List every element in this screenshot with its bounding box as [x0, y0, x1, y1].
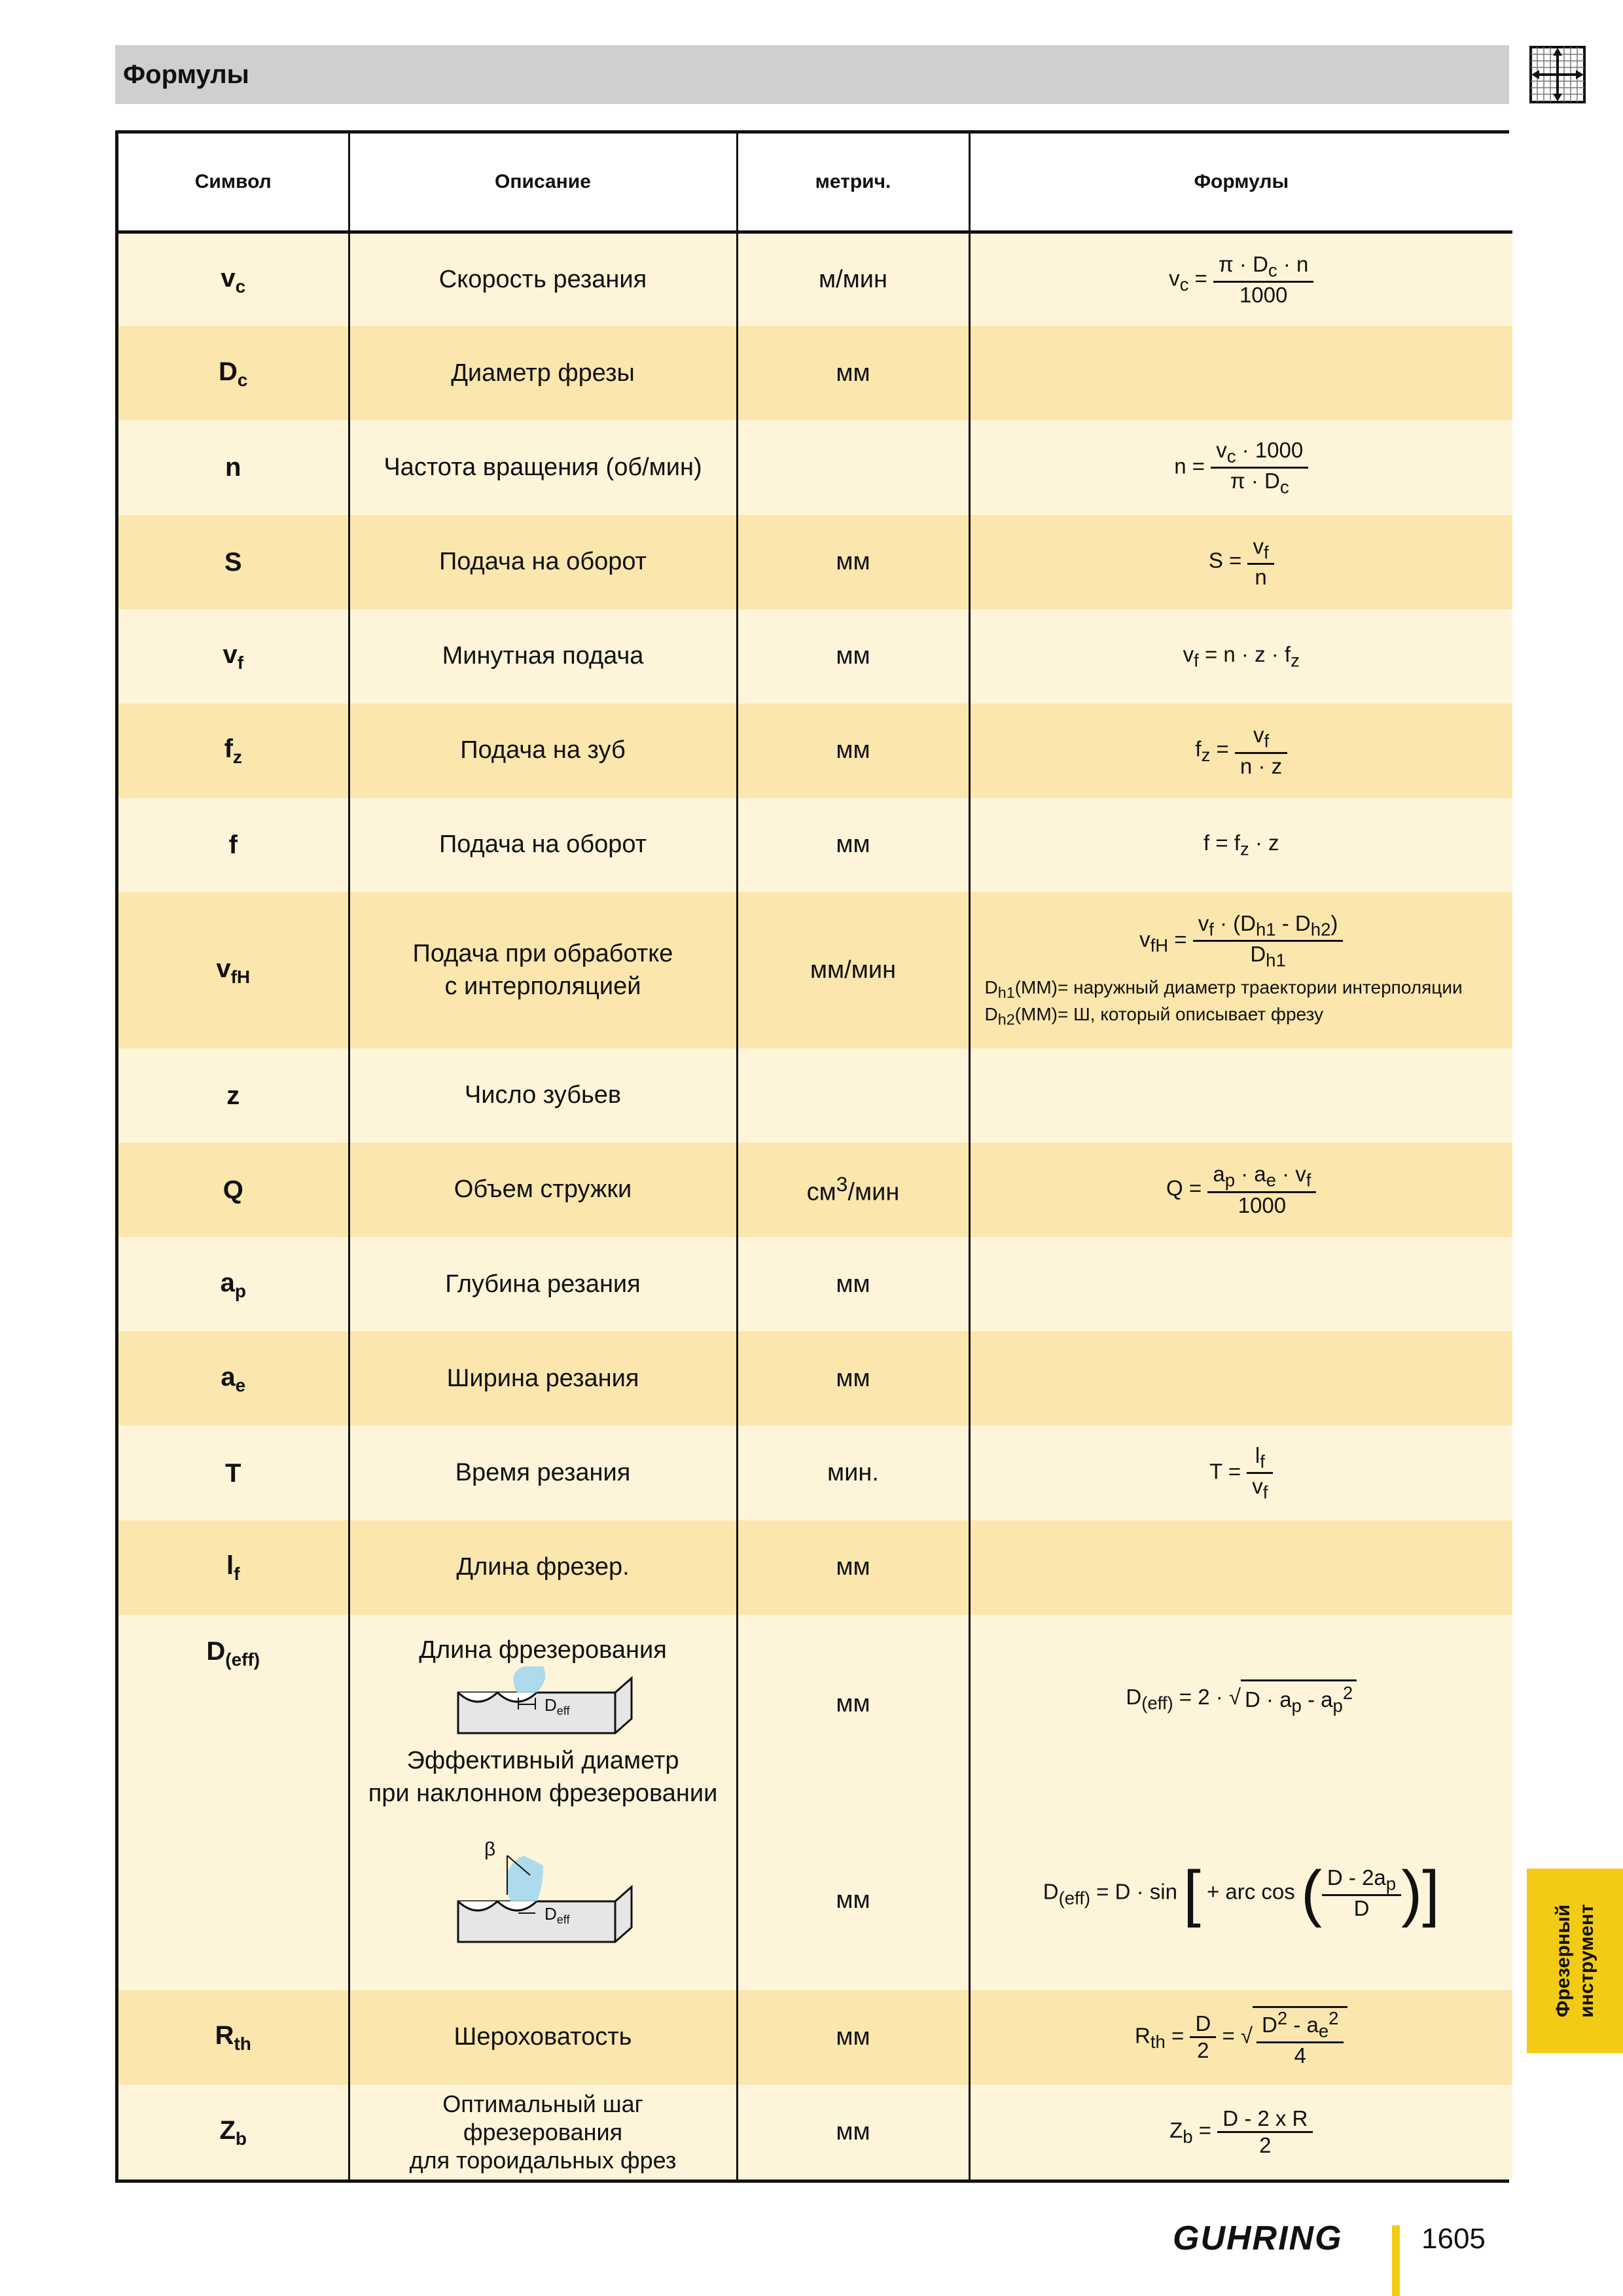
row-symbol: $a_e$	[118, 1331, 349, 1426]
table-row	[118, 326, 1512, 420]
row-symbol: $f_z$	[118, 704, 349, 798]
row-formula	[969, 326, 1512, 420]
row-formula: $D_{(eff)} = 2$ · √ $D \cdot a_p - a_p^2$ $D_{(eff)} = D \cdot \sin$ [ + arc cos ( $\frac{D - 2a_p}{D}$ )]	[969, 1615, 1512, 1990]
row-description: Подача на оборот	[349, 515, 737, 609]
table-row	[118, 704, 1512, 798]
table-row	[118, 1237, 1512, 1331]
row-description: Подача на зуб	[349, 704, 737, 798]
row-formula: n = $\frac{v_c \cdot 1000}{\pi \cdot D_c}$	[969, 420, 1512, 514]
row-unit: мм	[737, 1237, 969, 1331]
page-title-bar	[115, 45, 1509, 104]
row-description: Время резания	[349, 1426, 737, 1520]
row-unit: мин.	[737, 1426, 969, 1520]
row-unit	[737, 420, 969, 514]
row-formula: Q = $\frac{a_p \cdot a_e \cdot v_f}{1000}$	[969, 1143, 1512, 1237]
table-row	[118, 1049, 1512, 1143]
table-row	[118, 232, 1512, 326]
table-row	[118, 1331, 1512, 1426]
page-accent-bar	[1392, 2225, 1400, 2296]
row-formula	[969, 1049, 1512, 1143]
row-description: Подача на оборот	[349, 798, 737, 892]
row-description: Частота вращения (об/мин)	[349, 420, 737, 514]
row-formula	[969, 1520, 1512, 1615]
table-row	[118, 798, 1512, 892]
row-formula: $Z_b$ = $\frac{\text{D - 2 x R}}{2}$	[969, 2085, 1512, 2179]
row-description: Подача при обработке с интерполяцией	[349, 892, 737, 1049]
row-symbol: $D_{(eff)}$	[118, 1615, 349, 1990]
row-unit: мм	[737, 515, 969, 609]
row-formula: S = $\frac{v_f}{n}$	[969, 515, 1512, 609]
col-header-formula: Формулы	[969, 134, 1512, 232]
side-tab-label: Фрезерный инструмент	[1552, 1904, 1597, 2018]
row-unit: мм	[737, 1990, 969, 2085]
row-formula: $v_c$ = $\frac{\pi \cdot D_c \cdot n}{1000}$	[969, 232, 1512, 326]
table-row	[118, 515, 1512, 609]
page-number: 1605	[1421, 2223, 1486, 2255]
row-unit: мм/мин	[737, 892, 969, 1049]
row-unit: мм	[737, 704, 969, 798]
col-header-description: Описание	[349, 134, 737, 232]
row-description: Глубина резания	[349, 1237, 737, 1331]
tilted-milling-diagram	[445, 1836, 641, 1954]
row-description: Скорость резания	[349, 232, 737, 326]
svg-text:Deff: $D_{eff}$	[544, 1695, 569, 1718]
row-symbol: f	[118, 798, 349, 892]
row-formula: T = $\frac{l_f}{v_f}$	[969, 1426, 1512, 1520]
formula-note: $D_{h1}(ММ)=$ наружный диаметр траектории интерполяции $D_{h2}(ММ)= Ш$, который описывает фрезу	[984, 977, 1463, 1028]
row-unit: м/мин	[737, 232, 969, 326]
row-unit: мм	[737, 1520, 969, 1615]
svg-text:β: β	[484, 1839, 495, 1860]
row-symbol: z	[118, 1049, 349, 1143]
row-formula	[969, 1237, 1512, 1331]
table-row	[118, 892, 1512, 1049]
row-unit: мм	[737, 326, 969, 420]
col-header-unit: метрич.	[737, 134, 969, 232]
row-description: Число зубьев	[349, 1049, 737, 1143]
table-row	[118, 609, 1512, 704]
table-row	[118, 420, 1512, 514]
row-description: Диаметр фрезы	[349, 326, 737, 420]
table-header-row	[118, 134, 1512, 232]
row-symbol: n	[118, 420, 349, 514]
col-header-symbol: Символ	[118, 134, 349, 232]
milling-diagram	[445, 1666, 641, 1745]
row-formula: $R_{th}$ = $\frac{D}{2}$ = √ $\frac{D^2 - a_e^2}{4}$	[969, 1990, 1512, 2085]
row-symbol: $v_{fH}$	[118, 892, 349, 1049]
row-unit: мм	[737, 2085, 969, 2179]
table-row	[118, 1990, 1512, 2085]
row-symbol: $l_f$	[118, 1520, 349, 1615]
row-symbol: $R_{th}$	[118, 1990, 349, 2085]
brand-logo: GUHRING	[1173, 2219, 1343, 2257]
row-unit: $см^3$/мин	[737, 1143, 969, 1237]
row-symbol: $a_p$	[118, 1237, 349, 1331]
row-formula	[969, 1331, 1512, 1426]
row-description: Ширина резания	[349, 1331, 737, 1426]
row-description: Минутная подача	[349, 609, 737, 704]
row-unit: мм мм	[737, 1615, 969, 1990]
row-symbol: T	[118, 1426, 349, 1520]
row-unit: мм	[737, 798, 969, 892]
row-unit: мм	[737, 609, 969, 704]
row-symbol: $D_c$	[118, 326, 349, 420]
row-symbol: S	[118, 515, 349, 609]
page-title: Формулы	[123, 60, 249, 89]
row-description: Шероховатость	[349, 1990, 737, 2085]
table-row	[118, 1143, 1512, 1237]
row-description: Объем стружки	[349, 1143, 737, 1237]
row-formula: $v_f = n \cdot z \cdot f_z$	[969, 609, 1512, 704]
table-row	[118, 2085, 1512, 2179]
row-unit: мм	[737, 1331, 969, 1426]
section-side-tab	[1527, 1869, 1623, 2053]
row-description: Длина фрезерования $D_{eff}$ Эффективный диаметр при наклонном фрезеровании β $D_{eff}$	[349, 1615, 737, 1990]
grid-arrows-icon	[1529, 45, 1586, 104]
row-description: Длина фрезер.	[349, 1520, 737, 1615]
row-formula: $f = f_z \cdot z$	[969, 798, 1512, 892]
row-symbol: Q	[118, 1143, 349, 1237]
row-formula: $f_z$ = $\frac{v_f}{n \cdot z}$	[969, 704, 1512, 798]
table-row	[118, 1520, 1512, 1615]
row-symbol: $Z_b$	[118, 2085, 349, 2179]
row-symbol: $v_f$	[118, 609, 349, 704]
svg-text:Deff: $D_{eff}$	[544, 1904, 569, 1926]
row-unit	[737, 1049, 969, 1143]
row-description: Оптимальный шаг фрезерования для тороидальных фрез	[349, 2085, 737, 2179]
row-symbol: $v_c$	[118, 232, 349, 326]
row-formula: $v_{fH}$ = $\frac{v_f \cdot (D_{h1} - D_{h2})}{D_{h1}}$ $D_{h1}(ММ)=$ наружный диаметр траектории интерполяции $D_{h2}(ММ)= Ш$, который описывает фрезу	[969, 892, 1512, 1049]
formula-table	[115, 130, 1509, 2183]
table-row	[118, 1615, 1512, 1990]
table-row	[118, 1426, 1512, 1520]
